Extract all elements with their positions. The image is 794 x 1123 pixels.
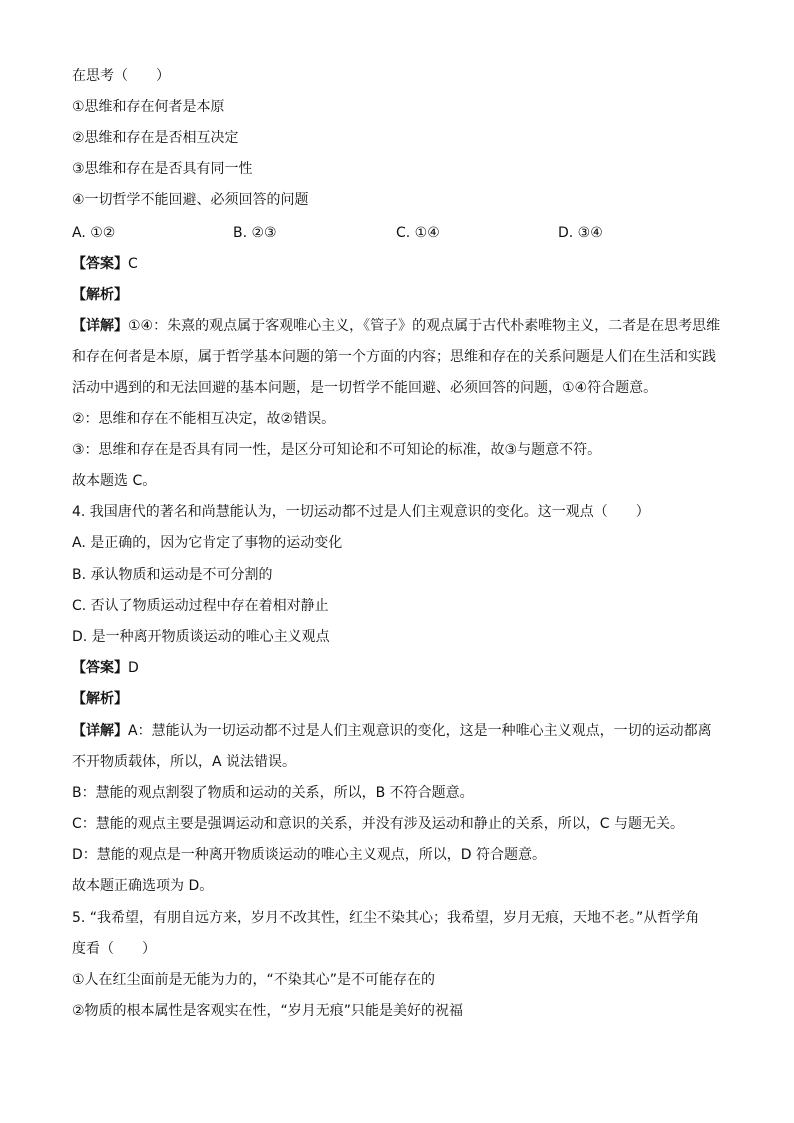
q3-conclusion: 故本题选 C。 bbox=[72, 473, 157, 489]
q4-note-d: D：慧能的观点是一种离开物质谈运动的唯心主义观点，所以，D 符合题意。 bbox=[72, 847, 547, 863]
analysis-tag: 【解析】 bbox=[72, 287, 128, 303]
q3-note-3: ③：思维和存在是否具有同一性，是区分可知论和不可知论的标准，故③与题意不符。 bbox=[72, 442, 602, 458]
q4-note-c: C：慧能的观点主要是强调运动和意识的关系，并没有涉及运动和静止的关系，所以，C 与题无关。 bbox=[72, 816, 684, 832]
q4-detail-line-1 bbox=[72, 721, 732, 741]
answer-tag: 【答案】 bbox=[72, 660, 128, 676]
detail-tag: 【详解】 bbox=[72, 318, 128, 334]
q4-option-b: B. 承认物质和运动是不可分割的 bbox=[72, 567, 273, 583]
q3-detail-line-1 bbox=[72, 316, 732, 336]
q4-option-a: A. 是正确的，因为它肯定了事物的运动变化 bbox=[72, 535, 343, 551]
q3-note-2: ②：思维和存在不能相互决定，故②错误。 bbox=[72, 411, 336, 427]
q3-detail-line-2: 和存在何者是本原，属于哲学基本问题的第一个方面的内容；思维和存在的关系问题是人们在生活和实践 bbox=[72, 349, 716, 365]
answer-tag: 【答案】 bbox=[72, 256, 128, 272]
q3-analysis-tag bbox=[72, 285, 732, 305]
answer-value: D bbox=[128, 660, 139, 676]
q4-option-d: D. 是一种离开物质谈运动的唯心主义观点 bbox=[72, 629, 330, 645]
q3-option-a: A. ①② bbox=[72, 225, 116, 241]
q3-item-1: ①思维和存在何者是本原 bbox=[72, 99, 225, 115]
q5-item-2: ②物质的根本属性是客观实在性，“岁月无痕”只能是美好的祝福 bbox=[72, 1003, 464, 1019]
q5-stem-line-1: 5. “我希望，有朋自远方来，岁月不改其性，红尘不染其心；我希望，岁月无痕，天地不老。”从哲学角 bbox=[72, 910, 700, 926]
q3-item-3: ③思维和存在是否具有同一性 bbox=[72, 161, 253, 177]
q3-detail-line-3: 活动中遇到的和无法回避的基本问题，是一切哲学不能回避、必须回答的问题，①④符合题意。 bbox=[72, 380, 658, 396]
q4-note-b: B：慧能的观点割裂了物质和运动的关系，所以，B 不符合题意。 bbox=[72, 785, 474, 801]
detail-tag: 【详解】 bbox=[72, 723, 128, 739]
q4-detail-line-2: 不开物质载体，所以，A 说法错误。 bbox=[72, 754, 297, 770]
q3-item-4: ④一切哲学不能回避、必须回答的问题 bbox=[72, 192, 309, 208]
q3-option-c: C. ①④ bbox=[396, 225, 440, 241]
q4-analysis-tag bbox=[72, 689, 732, 709]
q4-answer-line bbox=[72, 658, 732, 678]
q3-stem-end: 在思考（ ） bbox=[72, 68, 170, 84]
q3-answer-line bbox=[72, 254, 732, 274]
q4-option-c: C. 否认了物质运动过程中存在着相对静止 bbox=[72, 598, 329, 614]
q5-stem-line-2: 度看（ ） bbox=[72, 941, 156, 957]
detail-text: ①④：朱熹的观点属于客观唯心主义，《管子》的观点属于古代朴素唯物主义，二者是在思考思维 bbox=[128, 318, 721, 334]
q3-option-b: B. ②③ bbox=[233, 225, 277, 241]
answer-value: C bbox=[128, 256, 138, 272]
q3-option-d: D. ③④ bbox=[558, 225, 603, 241]
q4-stem: 4. 我国唐代的著名和尚慧能认为，一切运动都不过是人们主观意识的变化。这一观点（ ） bbox=[72, 504, 650, 520]
analysis-tag: 【解析】 bbox=[72, 691, 128, 707]
detail-text: A：慧能认为一切运动都不过是人们主观意识的变化，这是一种唯心主义观点，一切的运动都离 bbox=[128, 723, 712, 739]
q5-item-1: ①人在红尘面前是无能为力的，“不染其心”是不可能存在的 bbox=[72, 972, 436, 988]
q3-item-2: ②思维和存在是否相互决定 bbox=[72, 130, 239, 146]
q4-conclusion: 故本题正确选项为 D。 bbox=[72, 878, 214, 894]
